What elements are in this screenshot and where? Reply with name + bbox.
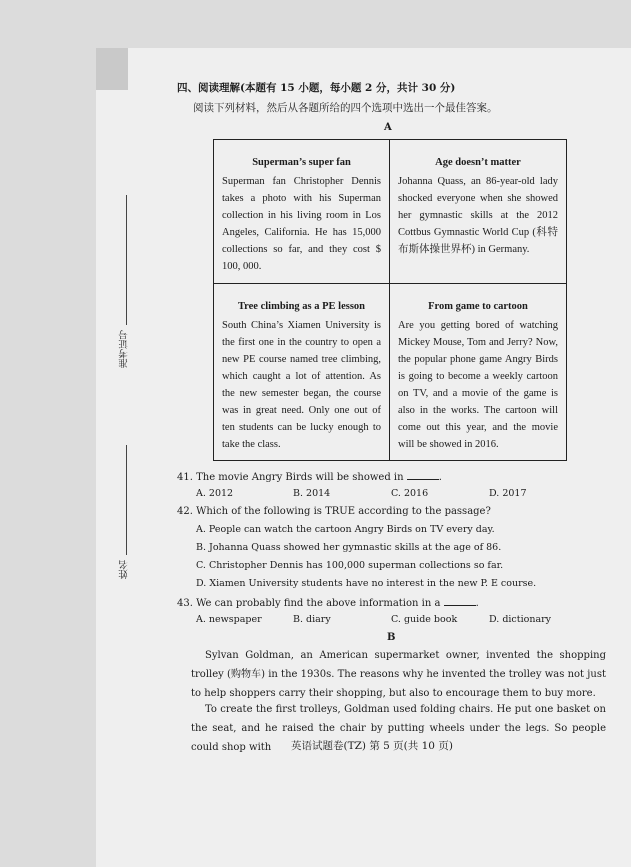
question-end: . (438, 472, 442, 483)
answer-blank (407, 470, 439, 480)
option: B. 2014 (293, 488, 331, 499)
answer-blank (444, 596, 476, 606)
cell-body: Are you getting bored of watching Mickey Mouse, Tom and Jerry? Now, the popular phone game Angry Birds is going to become a weekly cartoon on TV, and a movie of the game is also in the works. The cartoon will come out this year, and the movie will be showed in 2016. (398, 320, 558, 450)
option: D. Xiamen University students have no interest in the new P. E course. (196, 578, 537, 589)
passage-b-paragraph: To create the first trolleys, Goldman used folding chairs. He put one basket on the seat, and he raised the chair by putting wheels under the legs. So people could shop with (191, 704, 606, 753)
option: A. People can watch the cartoon Angry Birds on TV every day. (196, 524, 495, 535)
question-41 (177, 470, 442, 483)
option: B. diary (293, 614, 331, 625)
option: C. Christopher Dennis has 100,000 superman collections so far. (196, 560, 504, 571)
table-cell (214, 284, 390, 460)
cell-title: Age doesn’t matter (435, 157, 521, 168)
passage-b-paragraph: Sylvan Goldman, an American supermarket owner, invented the shopping trolley (购物车) in the 1930s. The reasons why he invented the trolley was not just to help shoppers carry their shopping, but also to encourage them to buy more. (191, 650, 606, 699)
question-stem: 43. We can probably find the above information in a (177, 598, 441, 609)
cell-title: From game to cartoon (428, 301, 528, 312)
question-43 (177, 596, 479, 609)
folded-corner (96, 48, 128, 90)
option: B. Johanna Quass showed her gymnastic skills at the age of 86. (196, 542, 502, 553)
option: D. dictionary (489, 614, 552, 625)
exam-id-line (126, 195, 127, 325)
question-end: . (475, 598, 479, 609)
option: A. newspaper (196, 614, 262, 625)
section-heading: 四、阅读理解(本题有 15 小题，每小题 2 分，共计 30 分) (177, 82, 456, 94)
exam-id-label: 准考证号 (119, 330, 130, 368)
cell-body: South China’s Xiamen University is the first one in the country to open a new PE course named tree climbing, which caught a lot of attention. As the new semester began, the course was in great need. Only one out of ten students can be lucky enough to take the class. (222, 320, 381, 450)
table-cell (390, 284, 566, 460)
name-label: 姓名 (119, 560, 130, 579)
cell-body: Superman fan Christopher Dennis takes a photo with his Superman collection in his living room in Los Angeles, California. He has 15,000 collections so far, and they cost $ 100, 000. (222, 176, 381, 272)
option: A. 2012 (196, 488, 234, 499)
section-instruction: 阅读下列材料，然后从各题所给的四个选项中选出一个最佳答案。 (193, 102, 498, 114)
passage-a-label: A (384, 122, 392, 133)
option: C. 2016 (391, 488, 429, 499)
option: D. 2017 (489, 488, 527, 499)
cell-body: Johanna Quass, an 86-year-old lady shocked everyone when she showed her gymnastic skills at the 2012 Cottbus Gymnastic World Cup (科特布斯体操世界杯) in Germany. (398, 176, 558, 255)
passage-b-label: B (387, 632, 396, 643)
option: C. guide book (391, 614, 458, 625)
page-footer: 英语试题卷(TZ) 第 5 页(共 10 页) (291, 740, 453, 752)
question-stem: 41. The movie Angry Birds will be showed in (177, 472, 404, 483)
table-cell (214, 140, 390, 284)
cell-title: Tree climbing as a PE lesson (237, 301, 366, 312)
question-42: 42. Which of the following is TRUE according to the passage? (177, 506, 491, 517)
name-line (126, 445, 127, 555)
table-cell (390, 140, 566, 284)
cell-title: Superman’s super fan (252, 157, 351, 168)
passage-a-table (213, 139, 567, 461)
